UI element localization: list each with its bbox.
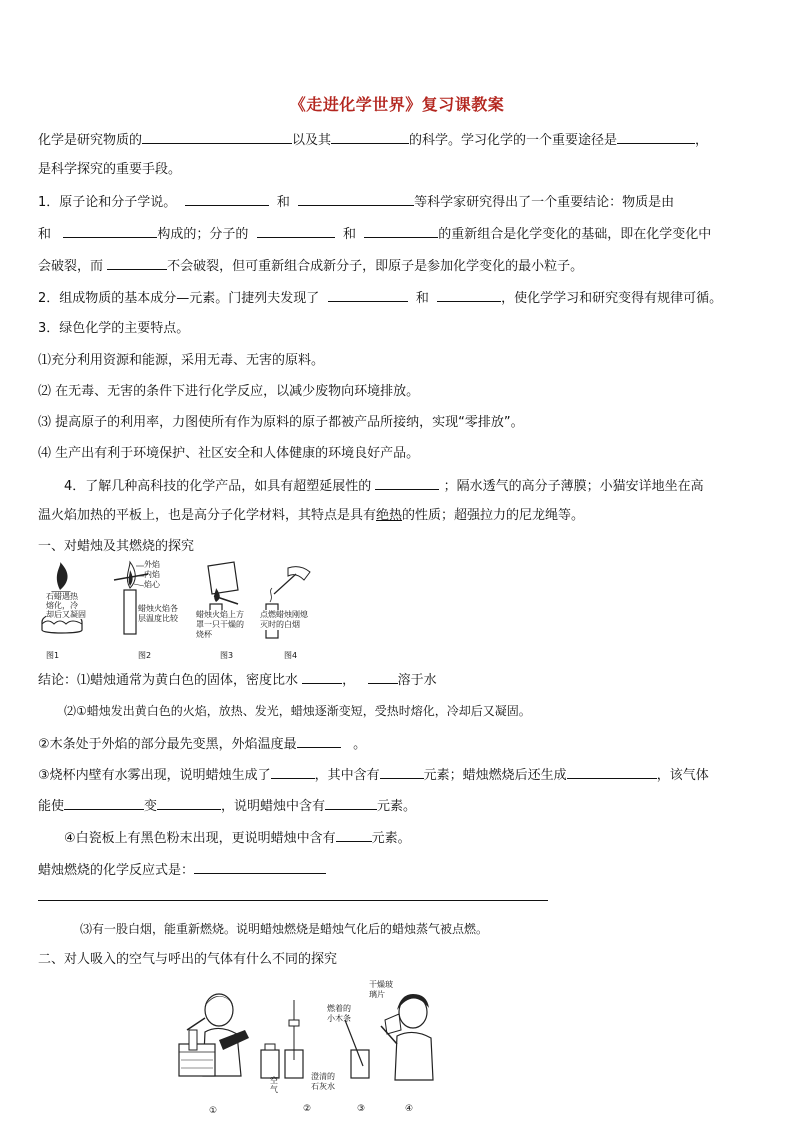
blank[interactable] <box>325 796 377 810</box>
p1-text-d: 和 <box>38 227 52 242</box>
blank[interactable] <box>380 765 424 779</box>
p4-text-c: 温火焰加热的平板上，也是高分子化学材料，其特点是具有 <box>38 508 377 523</box>
p2-text-b: 和 <box>415 291 429 306</box>
p1-line-3 <box>38 256 583 276</box>
p3-item-3: ⑶ 提高原子的利用率，力图使所有作为原料的原子都被产品所接纳，实现“零排放”。 <box>38 415 524 430</box>
p4-line-1 <box>64 476 704 496</box>
intro-text-a: 化学是研究物质的 <box>38 133 143 148</box>
blank[interactable] <box>567 765 657 779</box>
p4-line-2 <box>38 507 584 525</box>
p1-text-b: 和 <box>276 195 290 210</box>
conclusion-line-7: ⑶有一股白烟，能重新燃烧。说明蜡烛燃烧是蜡烛气化后的蜡烛蒸气被点燃。 <box>80 922 489 936</box>
blank[interactable] <box>142 130 292 144</box>
answer-line[interactable] <box>38 900 548 901</box>
p4-text-b: ；隔水透气的高分子薄膜；小猫安详地坐在高 <box>443 479 704 494</box>
c4-text-b: ，其中含有 <box>314 768 380 783</box>
concl-text-b: ， <box>342 673 356 688</box>
blank[interactable] <box>257 224 335 238</box>
blank[interactable] <box>271 765 315 779</box>
p4-text-a: 4．了解几种高科技的化学产品，如具有超塑延展性的 <box>64 479 372 494</box>
blank[interactable] <box>194 860 326 874</box>
fig1-text: 石蜡遇热 熔化，冷 却后又凝固 <box>46 592 86 619</box>
blank[interactable] <box>364 224 438 238</box>
p1-line-1 <box>38 192 674 212</box>
breath-figures-svg <box>175 980 445 1120</box>
p3-item-4: ⑷ 生产出有利于环境保护、社区安全和人体健康的环境良好产品。 <box>38 446 420 461</box>
p1-text-h: 会破裂，而 <box>38 259 104 274</box>
c4-text-c: 元素；蜡烛燃烧后还生成 <box>423 768 567 783</box>
p1-line-2 <box>38 224 711 244</box>
person-2-drawing <box>381 994 433 1080</box>
conclusion-line-5 <box>38 796 416 816</box>
fig2-caption: 图2 <box>138 651 152 660</box>
c4-text-a: ③烧杯内壁有水雾出现，说明蜡烛生成了 <box>38 768 271 783</box>
conclusion-line-3 <box>38 734 366 754</box>
p3-title: 3．绿色化学的主要特点。 <box>38 321 190 336</box>
stick-label: 燃着的 小木条 <box>327 1004 351 1023</box>
c4-text-e: 能使 <box>38 799 65 814</box>
c4-text-g: ，说明蜡烛中含有 <box>221 799 326 814</box>
conclusion-line-1 <box>38 670 437 690</box>
p3-item-1: ⑴充分利用资源和能源，采用无毒、无害的原料。 <box>38 353 325 368</box>
bottle-lime-drawing <box>285 1000 303 1078</box>
blank[interactable] <box>331 130 409 144</box>
c5-text-a: ④白瓷板上有黑色粉末出现，更说明蜡烛中含有 <box>64 831 336 846</box>
c4-text-f: 变 <box>144 799 158 814</box>
c3-text-a: ②木条处于外焰的部分最先变黑，外焰温度最 <box>38 737 297 752</box>
intro-line-1 <box>38 130 708 150</box>
p4-underlined: 绝热 <box>376 508 403 523</box>
intro-line-2: 是科学探究的重要手段。 <box>38 162 182 177</box>
fig2-flame-labels: 外焰 内焰 焰心 <box>144 560 160 589</box>
glass-label: 干燥玻 璃片 <box>369 980 393 999</box>
p2-text-c: ，使化学学习和研究变得有规律可循。 <box>501 291 723 306</box>
intro-text-c: 的科学。学习化学的一个重要途径是 <box>409 133 618 148</box>
blank[interactable] <box>157 796 221 810</box>
p1-text-g: 的重新组合是化学变化的基础，即在化学变化中 <box>438 227 712 242</box>
candle-figures <box>38 560 328 664</box>
blank[interactable] <box>437 288 501 302</box>
fig3-text: 蜡烛火焰上方 罩一只干燥的 烧杯 <box>196 610 244 639</box>
blank[interactable] <box>64 796 144 810</box>
fig-label-4: ④ <box>405 1104 414 1114</box>
fig3-caption: 图3 <box>220 651 234 660</box>
concl-text-c: 溶于水 <box>397 673 437 688</box>
blank[interactable] <box>107 256 167 270</box>
equation-line <box>38 860 326 880</box>
c4-text-h: 元素。 <box>377 799 417 814</box>
blank[interactable] <box>375 476 439 490</box>
p2-line <box>38 288 722 308</box>
blank[interactable] <box>185 192 269 206</box>
fig-label-3: ③ <box>357 1104 366 1114</box>
p1-text-a: 1．原子论和分子学说。 <box>38 195 177 210</box>
intro-text-d: ， <box>695 133 709 148</box>
intro-text-b: 以及其 <box>292 133 332 148</box>
conclusion-line-4 <box>38 765 709 785</box>
fig4-caption: 图4 <box>284 651 298 660</box>
c3-text-b: 。 <box>353 737 367 752</box>
conclusion-line-6 <box>64 828 411 848</box>
fig-label-2: ② <box>303 1104 312 1114</box>
bottle-air-drawing <box>261 1044 279 1078</box>
c4-text-d: ，该气体 <box>656 768 709 783</box>
fig1-caption: 图1 <box>46 651 60 660</box>
blank[interactable] <box>302 670 342 684</box>
lime-label: 澄清的 石灰水 <box>311 1072 335 1091</box>
p1-text-c: 等科学家研究得出了一个重要结论：物质是由 <box>414 195 675 210</box>
page-title: 《走进化学世界》复习课教案 <box>289 95 505 114</box>
air-label: 空 气 <box>270 1076 278 1094</box>
bottle-stick-drawing <box>345 1020 369 1078</box>
equation-label: 蜡烛燃烧的化学反应式是： <box>38 863 195 878</box>
breath-figures <box>175 980 445 1120</box>
blank[interactable] <box>328 288 408 302</box>
blank[interactable] <box>297 734 341 748</box>
conclusion-line-2: ⑵①蜡烛发出黄白色的火焰，放热、发光，蜡烛逐渐变短，受热时熔化，冷却后又凝固。 <box>64 704 531 718</box>
blank[interactable] <box>336 828 372 842</box>
fig4-text: 点燃蜡烛刚熄 灭时的白烟 <box>260 610 308 629</box>
p4-text-d: 的性质；超强拉力的尼龙绳等。 <box>402 508 585 523</box>
fig2-text: 蜡烛火焰各 层温度比较 <box>138 604 178 623</box>
fig-label-1: ① <box>209 1106 218 1116</box>
blank[interactable] <box>368 670 398 684</box>
p3-item-2: ⑵ 在无毒、无害的条件下进行化学反应，以减少废物向环境排放。 <box>38 384 420 399</box>
p1-text-i: 不会破裂，但可重新组合成新分子，即原子是参加化学变化的最小粒子。 <box>167 259 584 274</box>
section2-title: 二、对人吸入的空气与呼出的气体有什么不同的探究 <box>38 952 338 967</box>
p2-text-a: 2．组成物质的基本成分—元素。门捷列夫发现了 <box>38 291 320 306</box>
blank[interactable] <box>617 130 695 144</box>
blank[interactable] <box>298 192 414 206</box>
p1-text-e: 构成的；分子的 <box>157 227 249 242</box>
section1-title: 一、对蜡烛及其燃烧的探究 <box>38 539 195 554</box>
c5-text-b: 元素。 <box>371 831 411 846</box>
concl-text-a: 结论：⑴蜡烛通常为黄白色的固体，密度比水 <box>38 673 299 688</box>
p1-text-f: 和 <box>342 227 356 242</box>
blank[interactable] <box>63 224 157 238</box>
